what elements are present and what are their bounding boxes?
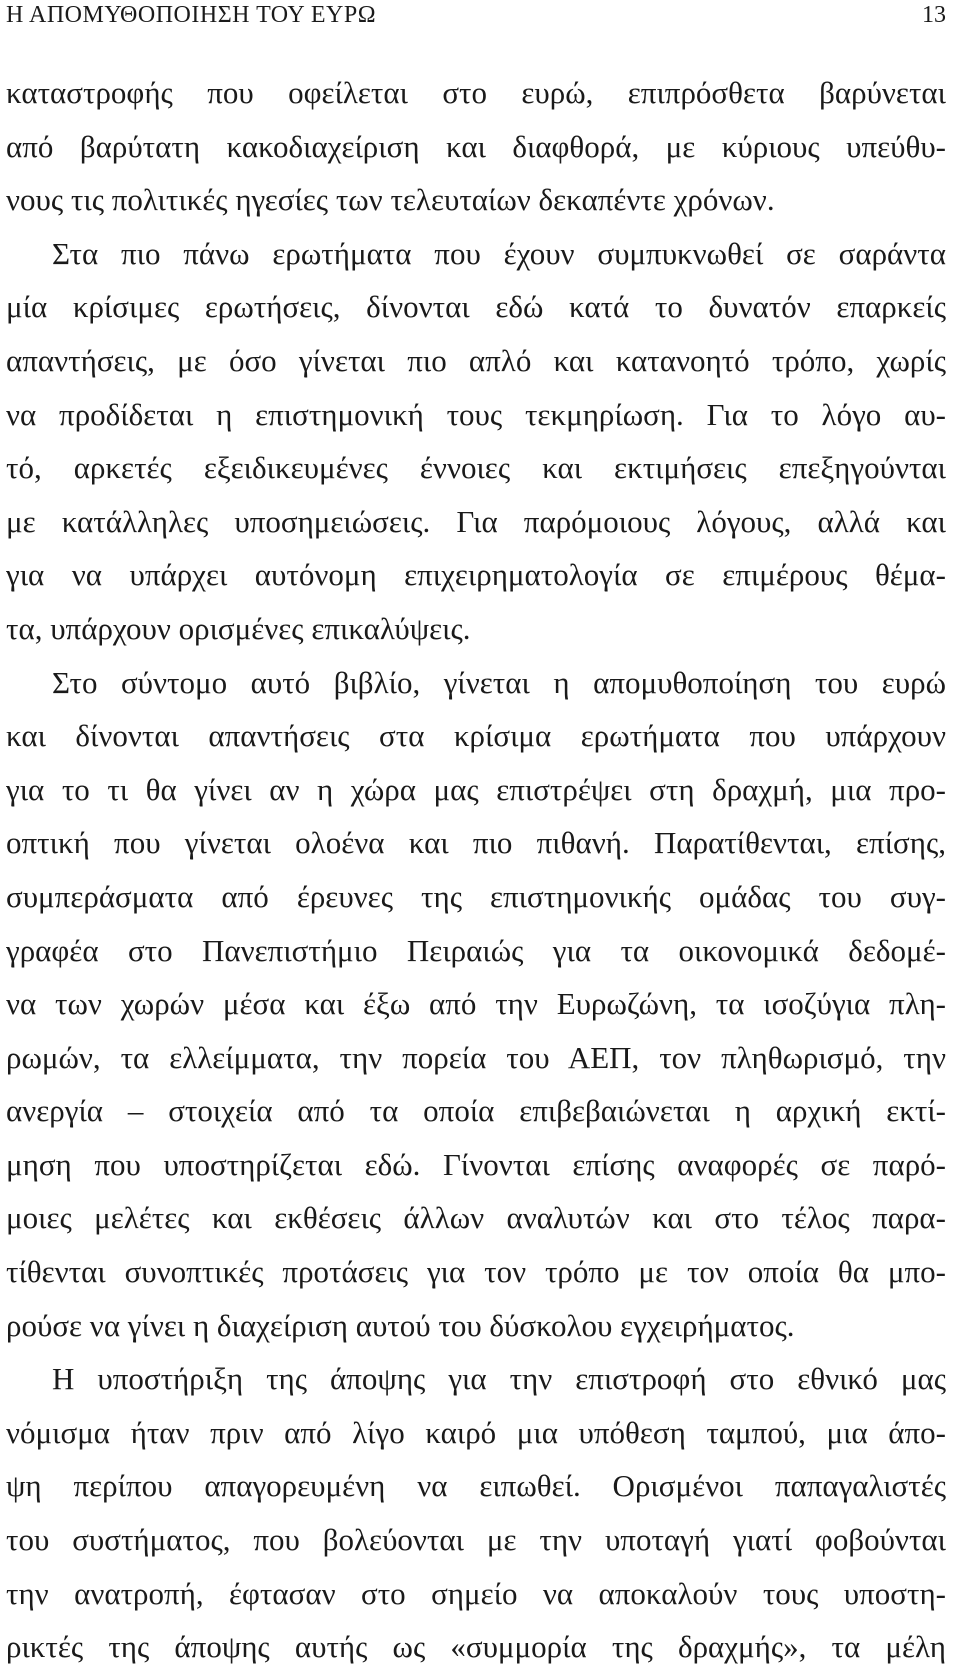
text-line: του συστήματος, που βολεύονται με την υποταγή γιατί φοβούνται [6, 1522, 946, 1558]
text-line: καταστροφής που οφείλεται στο ευρώ, επιπρόσθετα βαρύνεται [6, 75, 946, 110]
body-text [6, 66, 946, 1674]
text-line: ρωμών, τα ελλείμματα, την πορεία του ΑΕΠ, τον πληθωρισμό, την [6, 1039, 946, 1075]
text-line: την ανατροπή, έφτασαν στο σημείο να αποκαλούν τους υποστη- [6, 1575, 946, 1611]
text-line: συμπεράσματα από έρευνες της επιστημονικής ομάδας του συγ- [6, 878, 946, 914]
text-line: γραφέα στο Πανεπιστήμιο Πειραιώς για τα οικονομικά δεδομέ- [6, 932, 946, 968]
running-header [6, 0, 946, 30]
text-line: νόμισμα ήταν πριν από λίγο καιρό μια υπόθεση ταμπού, μια άπο- [6, 1414, 946, 1450]
text-line: ανεργία – στοιχεία από τα οποία επιβεβαιώνεται η αρχική εκτί- [6, 1093, 946, 1129]
text-line: για το τι θα γίνει αν η χώρα μας επιστρέψει στη δραχμή, μια προ- [6, 771, 946, 807]
text-line: απαντήσεις, με όσο γίνεται πιο απλό και κατανοητό τρόπο, χωρίς [6, 342, 946, 378]
text-line: από βαρύτατη κακοδιαχείριση και διαφθορά, με κύριους υπεύθυ- [6, 128, 946, 164]
text-line: Στο σύντομο αυτό βιβλίο, γίνεται η απομυθοποίηση του ευρώ [52, 664, 946, 700]
text-line: μηση που υποστηρίζεται εδώ. Γίνονται επίσης αναφορές σε παρό- [6, 1146, 946, 1182]
text-line: οπτική που γίνεται ολοένα και πιο πιθανή. Παρατίθενται, επίσης, [6, 825, 946, 861]
text-line: με κατάλληλες υποσημειώσεις. Για παρόμοιους λόγους, αλλά και [6, 503, 946, 539]
text-line: νους τις πολιτικές ηγεσίες των τελευταίων δεκαπέντε χρόνων. [6, 182, 775, 218]
text-line: ρικτές της άποψης αυτής ως «συμμορία της δραχμής», τα μέλη [6, 1629, 946, 1665]
text-line: να προδίδεται η επιστημονική τους τεκμηρίωση. Για το λόγο αυ- [6, 396, 946, 432]
text-line: Στα πιο πάνω ερωτήματα που έχουν συμπυκνωθεί σε σαράντα [52, 235, 946, 271]
page-number: 13 [922, 2, 946, 28]
text-line: Η υποστήριξη της άποψης για την επιστροφή στο εθνικό μας [52, 1361, 946, 1397]
text-line: ψη περίπου απαγορευμένη να ειπωθεί. Ορισμένοι παπαγαλιστές [6, 1468, 946, 1504]
text-line: τό, αρκετές εξειδικευμένες έννοιες και εκτιμήσεις επεξηγούνται [6, 450, 946, 486]
running-title: Η ΑΠΟΜΥΘΟΠΟΙΗΣΗ ΤΟΥ ΕΥΡΩ [6, 2, 377, 28]
text-line: ρούσε να γίνει η διαχείριση αυτού του δύσκολου εγχειρήματος. [6, 1307, 795, 1343]
text-line: τα, υπάρχουν ορισμένες επικαλύψεις. [6, 610, 471, 646]
text-line: τίθενται συνοπτικές προτάσεις για τον τρόπο με τον οποία θα μπο- [6, 1254, 946, 1290]
text-line: να των χωρών μέσα και έξω από την Ευρωζώνη, τα ισοζύγια πλη- [6, 986, 946, 1022]
text-line: μία κρίσιμες ερωτήσεις, δίνονται εδώ κατά το δυνατόν επαρκείς [6, 289, 946, 325]
text-line: και δίνονται απαντήσεις στα κρίσιμα ερωτήματα που υπάρχουν [6, 718, 946, 754]
text-line: για να υπάρχει αυτόνομη επιχειρηματολογία σε επιμέρους θέμα- [6, 557, 946, 593]
text-line: μοιες μελέτες και εκθέσεις άλλων αναλυτών και στο τέλος παρα- [6, 1200, 946, 1236]
